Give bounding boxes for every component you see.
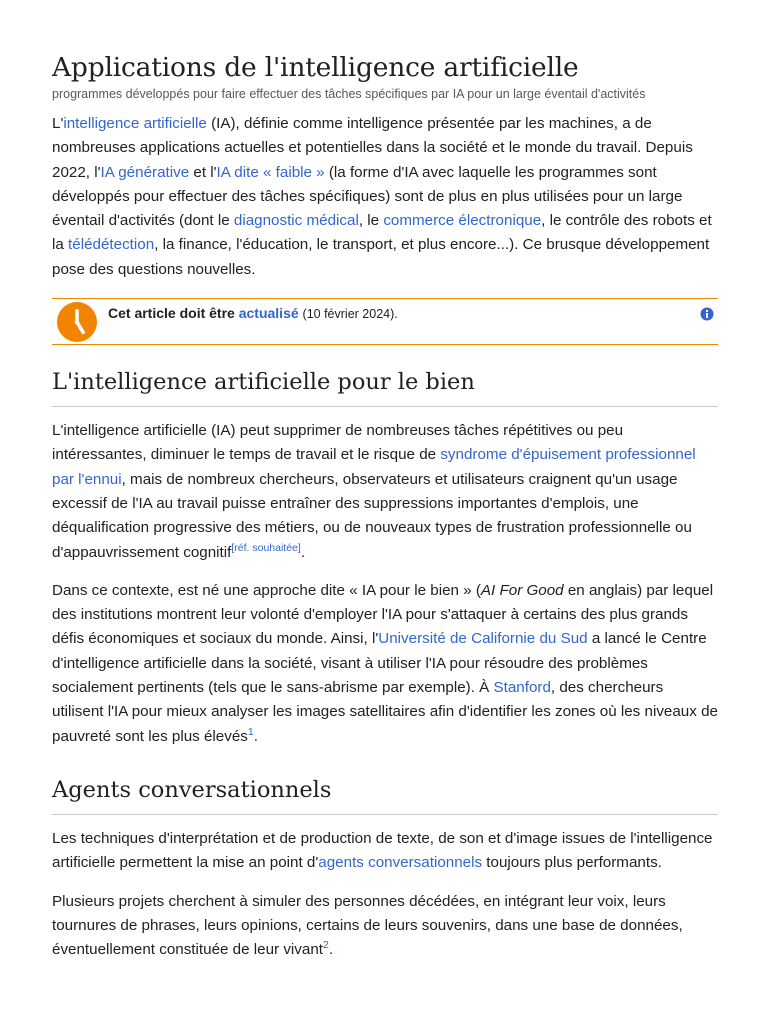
section-heading-ia-pour-le-bien: L'intelligence artificielle pour le bien <box>52 367 718 407</box>
reference-link-2[interactable]: 2 <box>323 939 329 952</box>
paragraph-bien-1 <box>52 419 718 565</box>
paragraph-bien-2 <box>52 579 718 749</box>
notice-bold-text: Cet article doit être <box>108 305 235 322</box>
paragraph-text: Les techniques d'interprétation et de production de texte, de son et d'image issues de l'intelligence artificielle permettent la mise an point d' <box>52 829 713 872</box>
citation-needed-link[interactable]: [réf. souhaitée] <box>231 541 301 554</box>
reference-link-1[interactable]: 1 <box>247 725 254 738</box>
link-ia-faible[interactable]: IA dite « faible » <box>216 163 325 181</box>
notice-date: (10 février 2024). <box>302 307 398 322</box>
paragraph-italic: AI For Good <box>480 581 564 599</box>
link-teledetection[interactable]: télédétection <box>68 236 155 254</box>
link-syndrome-epuisement[interactable]: syndrome d'épuisement professionnel par l'ennui <box>52 446 696 488</box>
link-agents-conversationnels[interactable]: agents conversationnels <box>318 854 483 872</box>
info-icon[interactable] <box>700 307 714 321</box>
link-intelligence-artificielle[interactable]: intelligence artificielle <box>63 115 207 132</box>
intro-text: , la finance, l'éducation, le transport, et plus encore...). Ce brusque développement pose des questions nouvelles. <box>52 236 710 278</box>
paragraph-text: a lancé le Centre d'intelligence artificielle dans la société, visant à utiliser l'IA pour résoudre des problèmes socialement pertinents (tels que le sans-abrisme par exemple). À <box>52 630 707 697</box>
intro-text: , le contrôle des robots et la <box>52 212 712 254</box>
page-title: Applications de l'intelligence artificielle <box>52 52 579 83</box>
intro-paragraph <box>52 112 718 282</box>
paragraph-text: en anglais) par lequel des institutions montrent leur volonté d'employer l'IA pour s'attaquer à certains des plus grands défis économiques et sociaux du monde. Ainsi, l' <box>52 581 714 648</box>
paragraph-text: , des chercheurs utilisent l'IA pour mieux analyser les images satellitaires afin d'identifier les zones où les niveaux de pauvreté sont les plus élevés <box>52 679 718 745</box>
intro-text: (IA), définie comme intelligence présentée par les machines, a de nombreuses applications actuelles et potentielles dans la société et le monde du travail. Depuis 2022, l' <box>52 115 693 181</box>
link-actualise[interactable]: actualisé <box>238 305 299 322</box>
paragraph-text: L'intelligence artificielle (IA) peut supprimer de nombreuses tâches répétitives ou peu intéressantes, diminuer le temps de travail et le risque de <box>52 422 624 464</box>
section-heading-agents-conversationnels: Agents conversationnels <box>52 775 718 815</box>
paragraph-text: . <box>300 543 306 561</box>
update-notice-banner <box>52 298 718 345</box>
paragraph-text: toujours plus performants. <box>482 854 662 872</box>
intro-text: (la forme d'IA avec laquelle les programmes sont développés pour effectuer des tâches spécifiques) sont de plus en plus utilisées pour un large éventail d'activités (dont le <box>52 163 683 230</box>
notice-text <box>108 305 398 322</box>
link-commerce-electronique[interactable]: commerce électronique <box>383 212 542 230</box>
intro-text: L' <box>52 115 64 132</box>
link-stanford[interactable]: Stanford <box>493 679 551 697</box>
link-diagnostic-medical[interactable]: diagnostic médical <box>233 212 359 230</box>
clock-icon <box>55 302 99 342</box>
paragraph-text: Plusieurs projets cherchent à simuler des personnes décédées, en intégrant leur voix, leurs tournures de phrases, leurs opinions, certains de leurs souvenirs, dans une base de données, éventuellement constituée de leur vivant <box>52 892 683 959</box>
paragraph-text: , mais de nombreux chercheurs, observateurs et utilisateurs craignent qu'un usage excessif de l'IA au travail puisse entraîner des suppressions importantes d'emplois, une déqualification progressive des métiers, ou de nouveaux types de frustration professionnelle ou d'appauvrissement cognitif <box>52 470 692 561</box>
link-universite-californie-sud[interactable]: Université de Californie du Sud <box>378 630 588 648</box>
page-subtitle: programmes développés pour faire effectuer des tâches spécifiques par IA pour un large éventail d'activités <box>52 87 646 101</box>
paragraph-agents-1 <box>52 827 718 876</box>
paragraph-text: . <box>328 941 334 959</box>
paragraph-agents-2 <box>52 890 718 963</box>
intro-text: et l' <box>189 163 217 181</box>
link-ia-generative[interactable]: IA générative <box>100 163 190 181</box>
paragraph-text: . <box>253 727 258 745</box>
intro-text: , le <box>358 212 384 230</box>
article-content <box>52 50 718 962</box>
paragraph-text: Dans ce contexte, est né une approche dite « IA pour le bien » ( <box>52 581 481 599</box>
